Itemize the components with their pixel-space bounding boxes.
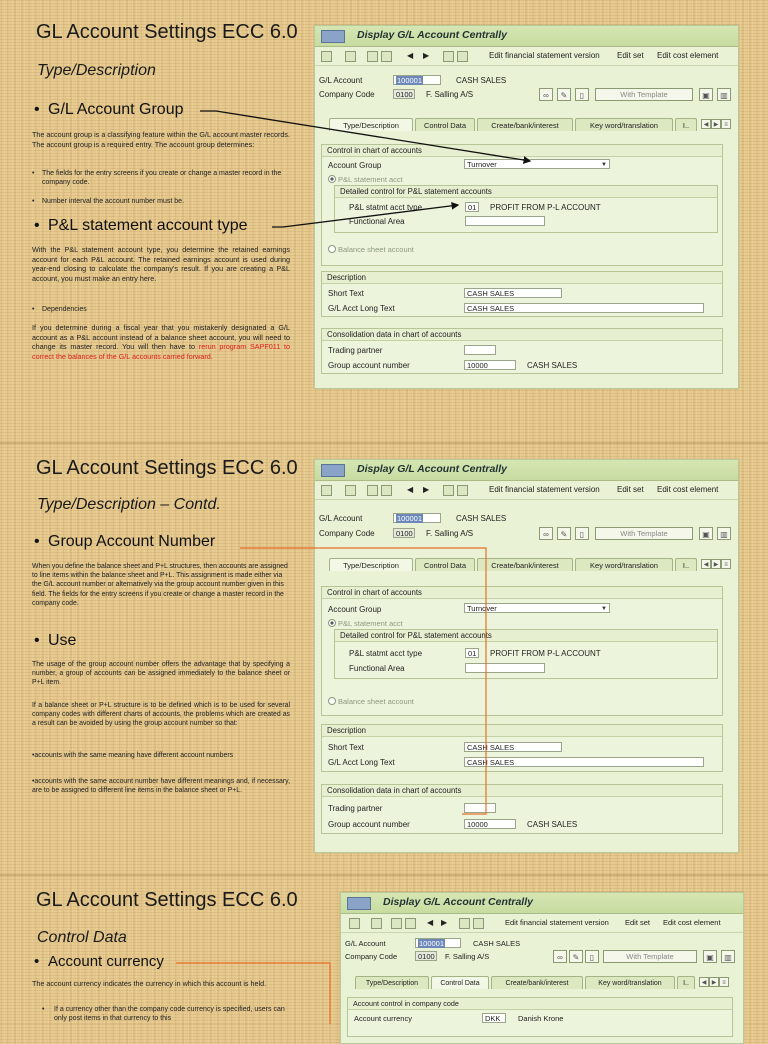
- tab-key-word-translation[interactable]: Key word/translation: [585, 976, 675, 989]
- slide-1: [0, 0, 768, 440]
- chevron-down-icon: ▼: [601, 606, 607, 612]
- description-panel: [321, 724, 723, 772]
- previous-icon[interactable]: ◀: [407, 485, 414, 494]
- company-code-label: Company Code: [319, 529, 375, 538]
- group-account-text: CASH SALES: [527, 820, 578, 829]
- section-header: Control in chart of accounts: [322, 145, 722, 157]
- slide-title: GL Account Settings ECC 6.0: [36, 889, 298, 911]
- tab-strip: [349, 976, 741, 990]
- tab-scroll-left-icon[interactable]: ◀: [699, 977, 709, 987]
- sap-window-title: Display G/L Account Centrally: [357, 29, 507, 41]
- sub-bullet: • Dependencies: [32, 305, 290, 314]
- edit-fs-version-link[interactable]: Edit financial statement version: [489, 51, 600, 60]
- sap-window: [314, 25, 739, 389]
- bullet-text: P&L statement account type: [48, 217, 248, 234]
- info-icon[interactable]: [443, 485, 454, 496]
- group-account-field[interactable]: 10000: [464, 360, 516, 370]
- with-template-button[interactable]: With Template: [603, 950, 697, 963]
- tree-icon[interactable]: [349, 918, 360, 929]
- trading-partner-label: Trading partner: [328, 346, 383, 355]
- pl-type-label: P&L statmt acct type: [349, 649, 423, 658]
- edit-cost-element-link[interactable]: Edit cost element: [657, 485, 719, 494]
- coa-control-panel: [321, 586, 723, 716]
- long-text-label: G/L Acct Long Text: [328, 304, 395, 313]
- edit-set-link[interactable]: Edit set: [625, 918, 651, 927]
- paragraph: •accounts with the same account number have different meanings and, if necessary, are to be assigned to different line items in the balance sheet or P+L.: [32, 778, 290, 795]
- paragraph-dependencies: [32, 323, 290, 361]
- detailed-control-panel: [334, 185, 718, 233]
- tab-type-description[interactable]: Type/Description: [355, 976, 429, 989]
- bullet-text: Account currency: [48, 953, 164, 970]
- edit-cost-element-link[interactable]: Edit cost element: [663, 918, 721, 927]
- short-text-label: Short Text: [328, 743, 364, 752]
- sub-bullet: • Number interval the account number must be.: [32, 197, 290, 206]
- gl-account-text: CASH SALES: [473, 939, 521, 948]
- section-header: Control in chart of accounts: [322, 587, 722, 599]
- account-group-label: Account Group: [328, 605, 382, 614]
- sap-toolbar: [315, 47, 738, 66]
- edit-cost-element-link[interactable]: Edit cost element: [657, 51, 719, 60]
- tab-create-bank-interest[interactable]: Create/bank/interest: [491, 976, 583, 989]
- other-object-icon[interactable]: [391, 918, 402, 929]
- bullet-text: G/L Account Group: [48, 101, 184, 118]
- slide-2: [0, 444, 768, 874]
- tab-type-description[interactable]: Type/Description: [329, 558, 413, 571]
- next-icon[interactable]: ▶: [423, 51, 430, 60]
- gl-account-field[interactable]: 100001: [415, 938, 461, 948]
- paragraph-red-text: rerun program SAPF011 to correct the balances of the G/L accounts carried forward.: [32, 342, 291, 361]
- consolidation-panel: [321, 328, 723, 374]
- notes-icon[interactable]: [473, 918, 484, 929]
- tab-create-bank-interest[interactable]: Create/bank/interest: [477, 558, 573, 571]
- paragraph: The usage of the group account number offers the advantage that by specifying a number, a group of accounts can be assigned immediately to the balance sheet or P+L item.: [32, 661, 290, 687]
- bullet-account-currency: • Account currency: [34, 953, 164, 970]
- display-change-icon[interactable]: [371, 918, 382, 929]
- section-header: Description: [322, 725, 722, 737]
- sap-window-title: Display G/L Account Centrally: [383, 896, 533, 908]
- previous-icon[interactable]: ◀: [427, 918, 434, 927]
- pencil-icon[interactable]: ✎: [569, 950, 583, 963]
- delete-icon[interactable]: ▥: [717, 88, 731, 101]
- long-text-label: G/L Acct Long Text: [328, 758, 395, 767]
- sap-window: [340, 892, 744, 1044]
- paragraph: •accounts with the same meaning have different account numbers: [32, 752, 234, 759]
- tab-scroll-right-icon[interactable]: ▶: [711, 559, 721, 569]
- tab-strip: [323, 558, 733, 572]
- tab-list-icon[interactable]: ≡: [721, 559, 731, 569]
- pl-statement-radio[interactable]: P&L statement acct: [328, 175, 403, 184]
- paragraph: The account group is a classifying feature within the G/L account master records. The account group is a required entry. The account group determines:: [32, 130, 290, 149]
- bullet-pl-statement-type: • P&L statement account type: [34, 217, 248, 234]
- pl-type-text: PROFIT FROM P-L ACCOUNT: [490, 649, 601, 658]
- create-icon[interactable]: ▯: [585, 950, 599, 963]
- glasses-icon[interactable]: ∞: [539, 527, 553, 540]
- company-code-text: F. Salling A/S: [426, 90, 474, 99]
- trading-partner-label: Trading partner: [328, 804, 383, 813]
- bullet-group-account-number: • Group Account Number: [34, 533, 216, 550]
- tab-type-description[interactable]: Type/Description: [329, 118, 413, 131]
- sap-app-icon: [321, 464, 345, 477]
- sap-toolbar: [315, 481, 738, 500]
- delete-icon[interactable]: ▥: [721, 950, 735, 963]
- slide-3: [0, 876, 768, 1024]
- account-group-dropdown[interactable]: Turnover ▼: [464, 159, 610, 169]
- tab-list-icon[interactable]: ≡: [721, 119, 731, 129]
- glasses-icon[interactable]: ∞: [539, 88, 553, 101]
- sap-window-title: Display G/L Account Centrally: [357, 463, 507, 475]
- description-panel: [321, 271, 723, 317]
- company-code-control-panel: [347, 997, 733, 1037]
- pencil-icon[interactable]: ✎: [557, 88, 571, 101]
- sap-app-icon: [321, 30, 345, 43]
- section-header: Detailed control for P&L statement accounts: [335, 630, 717, 642]
- tab-create-bank-interest[interactable]: Create/bank/interest: [477, 118, 573, 131]
- info-icon[interactable]: [443, 51, 454, 62]
- tab-scroll-right-icon[interactable]: ▶: [709, 977, 719, 987]
- tab-key-word-translation[interactable]: Key word/translation: [575, 558, 673, 571]
- gl-account-label: G/L Account: [319, 76, 363, 85]
- trading-partner-field[interactable]: [464, 345, 496, 355]
- paragraph: If a balance sheet or P+L structure is to be defined which is to be used for several company codes with different charts of accounts, the problems which are created as a result can be avoided by using the group account number so that:: [32, 702, 290, 728]
- tab-more[interactable]: I..: [675, 118, 697, 131]
- tab-list-icon[interactable]: ≡: [719, 977, 729, 987]
- sap-window: [314, 459, 739, 853]
- pencil-icon[interactable]: ✎: [557, 527, 571, 540]
- edit-fs-version-link[interactable]: Edit financial statement version: [505, 918, 609, 927]
- company-code-label: Company Code: [345, 952, 398, 961]
- bullet-gl-account-group: • G/L Account Group: [34, 101, 184, 118]
- sub-bullet-text: Dependencies: [42, 306, 87, 313]
- trading-partner-field[interactable]: [464, 803, 496, 813]
- slide-subtitle: Control Data: [37, 929, 127, 946]
- display-change-icon[interactable]: [345, 51, 356, 62]
- edit-fs-version-link[interactable]: Edit financial statement version: [489, 485, 600, 494]
- notes-icon[interactable]: [457, 485, 468, 496]
- group-account-label: Group account number: [328, 361, 410, 370]
- sap-app-icon: [347, 897, 371, 910]
- bullet-text: Group Account Number: [48, 533, 216, 550]
- section-header: Consolidation data in chart of accounts: [322, 785, 722, 797]
- sap-title-bar: [341, 893, 743, 914]
- with-template-button[interactable]: With Template: [595, 527, 693, 540]
- section-header: Detailed control for P&L statement accounts: [335, 186, 717, 198]
- other-object-icon[interactable]: [367, 485, 378, 496]
- sub-bullet-text: If a currency other than the company code currency is specified, users can only post items in that currency to this: [54, 1006, 285, 1023]
- tab-scroll-right-icon[interactable]: ▶: [711, 119, 721, 129]
- group-account-field[interactable]: 10000: [464, 819, 516, 829]
- sub-bullet: • The fields for the entry screens if you create or change a master record in the company code.: [32, 169, 290, 188]
- short-text-field[interactable]: CASH SALES: [464, 742, 562, 752]
- gl-account-label: G/L Account: [345, 939, 386, 948]
- functional-area-label: Functional Area: [349, 664, 405, 673]
- tab-scroll-left-icon[interactable]: ◀: [701, 559, 711, 569]
- balance-sheet-radio[interactable]: Balance sheet account: [328, 697, 414, 706]
- sap-title-bar: [315, 26, 738, 47]
- functional-area-label: Functional Area: [349, 217, 405, 226]
- slide-subtitle: Type/Description – Contd.: [37, 496, 221, 513]
- display-change-icon[interactable]: [345, 485, 356, 496]
- tab-more[interactable]: I..: [677, 976, 695, 989]
- slide-subtitle: Type/Description: [37, 62, 156, 79]
- where-used-icon[interactable]: [381, 51, 392, 62]
- pl-type-field[interactable]: 01: [465, 202, 479, 212]
- group-account-label: Group account number: [328, 820, 410, 829]
- detailed-control-panel: [334, 629, 718, 679]
- company-code-text: F. Salling A/S: [426, 529, 474, 538]
- pl-type-label: P&L statmt acct type: [349, 203, 423, 212]
- gl-account-field[interactable]: 100001: [393, 513, 441, 523]
- glasses-icon[interactable]: ∞: [553, 950, 567, 963]
- tab-control-data[interactable]: Control Data: [415, 118, 475, 131]
- tab-scroll-left-icon[interactable]: ◀: [701, 119, 711, 129]
- tab-control-data[interactable]: Control Data: [431, 976, 489, 989]
- account-currency-text: Danish Krone: [518, 1014, 564, 1023]
- company-code-label: Company Code: [319, 90, 375, 99]
- tab-more[interactable]: I..: [675, 558, 697, 571]
- where-used-icon[interactable]: [381, 485, 392, 496]
- notes-icon[interactable]: [457, 51, 468, 62]
- paragraph: With the P&L statement account type, you determine the retained earnings account for each P&L account. The retained earnings account is used during year-end closing to calculate the company's result. If you are creating a P&L account, you must make an entry here.: [32, 245, 290, 283]
- bullet-text: Use: [48, 632, 77, 649]
- group-account-text: CASH SALES: [527, 361, 578, 370]
- company-code-field[interactable]: 0100: [393, 89, 415, 99]
- gl-account-text: CASH SALES: [456, 76, 507, 85]
- tab-key-word-translation[interactable]: Key word/translation: [575, 118, 673, 131]
- create-icon[interactable]: ▯: [575, 527, 589, 540]
- long-text-field[interactable]: CASH SALES: [464, 757, 704, 767]
- functional-area-field[interactable]: [465, 216, 545, 226]
- gl-account-label: G/L Account: [319, 514, 363, 523]
- consolidation-panel: [321, 784, 723, 834]
- slide-title: GL Account Settings ECC 6.0: [36, 457, 298, 479]
- account-group-label: Account Group: [328, 161, 382, 170]
- company-code-field[interactable]: 0100: [415, 951, 437, 961]
- lock-icon[interactable]: ▣: [699, 88, 713, 101]
- slide-title: GL Account Settings ECC 6.0: [36, 21, 298, 43]
- sub-bullet: • If a currency other than the company code currency is specified, users can only post items in that currency to this: [42, 1005, 290, 1024]
- pl-type-text: PROFIT FROM P-L ACCOUNT: [490, 203, 601, 212]
- create-icon[interactable]: ▯: [575, 88, 589, 101]
- sub-bullet-text: Number interval the account number must be.: [42, 198, 185, 205]
- company-code-text: F. Salling A/S: [445, 952, 490, 961]
- next-icon[interactable]: ▶: [423, 485, 430, 494]
- edit-set-link[interactable]: Edit set: [617, 485, 644, 494]
- company-code-field[interactable]: 0100: [393, 528, 415, 538]
- long-text-field[interactable]: CASH SALES: [464, 303, 704, 313]
- paragraph: The account currency indicates the currency in which this account is held.: [32, 979, 267, 988]
- info-icon[interactable]: [459, 918, 470, 929]
- functional-area-field[interactable]: [465, 663, 545, 673]
- balance-sheet-radio[interactable]: Balance sheet account: [328, 245, 414, 254]
- tab-control-data[interactable]: Control Data: [415, 558, 475, 571]
- other-object-icon[interactable]: [367, 51, 378, 62]
- section-header: Account control in company code: [348, 998, 732, 1010]
- account-currency-label: Account currency: [354, 1014, 412, 1023]
- account-group-dropdown[interactable]: Turnover ▼: [464, 603, 610, 613]
- chevron-down-icon: ▼: [601, 162, 607, 168]
- lock-icon[interactable]: ▣: [699, 527, 713, 540]
- tree-icon[interactable]: [321, 51, 332, 62]
- pl-type-field[interactable]: 01: [465, 648, 479, 658]
- gl-account-field[interactable]: 100001: [393, 75, 441, 85]
- coa-control-panel: [321, 144, 723, 266]
- with-template-button[interactable]: With Template: [595, 88, 693, 101]
- paragraph: When you define the balance sheet and P+L structures, then accounts are assigned to line items within the balance sheet and P+L. This assignment is made either via the G/L account number or alternatively via the group account number given in this field. The fields for the entry screens if you create or change a master record in the company code.: [32, 563, 288, 607]
- account-currency-field[interactable]: DKK: [482, 1013, 506, 1023]
- section-header: Consolidation data in chart of accounts: [322, 329, 722, 341]
- pl-statement-radio[interactable]: P&L statement acct: [328, 619, 403, 628]
- short-text-field[interactable]: CASH SALES: [464, 288, 562, 298]
- sub-bullet-text: The fields for the entry screens if you create or change a master record in the company code.: [42, 170, 282, 187]
- edit-set-link[interactable]: Edit set: [617, 51, 644, 60]
- where-used-icon[interactable]: [405, 918, 416, 929]
- section-header: Description: [322, 272, 722, 284]
- previous-icon[interactable]: ◀: [407, 51, 414, 60]
- short-text-label: Short Text: [328, 289, 364, 298]
- next-icon[interactable]: ▶: [441, 918, 448, 927]
- delete-icon[interactable]: ▥: [717, 527, 731, 540]
- lock-icon[interactable]: ▣: [703, 950, 717, 963]
- bullet-use: • Use: [34, 632, 77, 649]
- sap-toolbar: [341, 914, 743, 933]
- tree-icon[interactable]: [321, 485, 332, 496]
- tab-strip: [323, 118, 733, 132]
- gl-account-text: CASH SALES: [456, 514, 507, 523]
- paragraph-text: If you determine during a fiscal year that you mistakenly designated a G/L account as a P&L account instead of a balance sheet account, you will need to change its master record. You will then have to: [32, 323, 290, 352]
- sap-title-bar: [315, 460, 738, 481]
